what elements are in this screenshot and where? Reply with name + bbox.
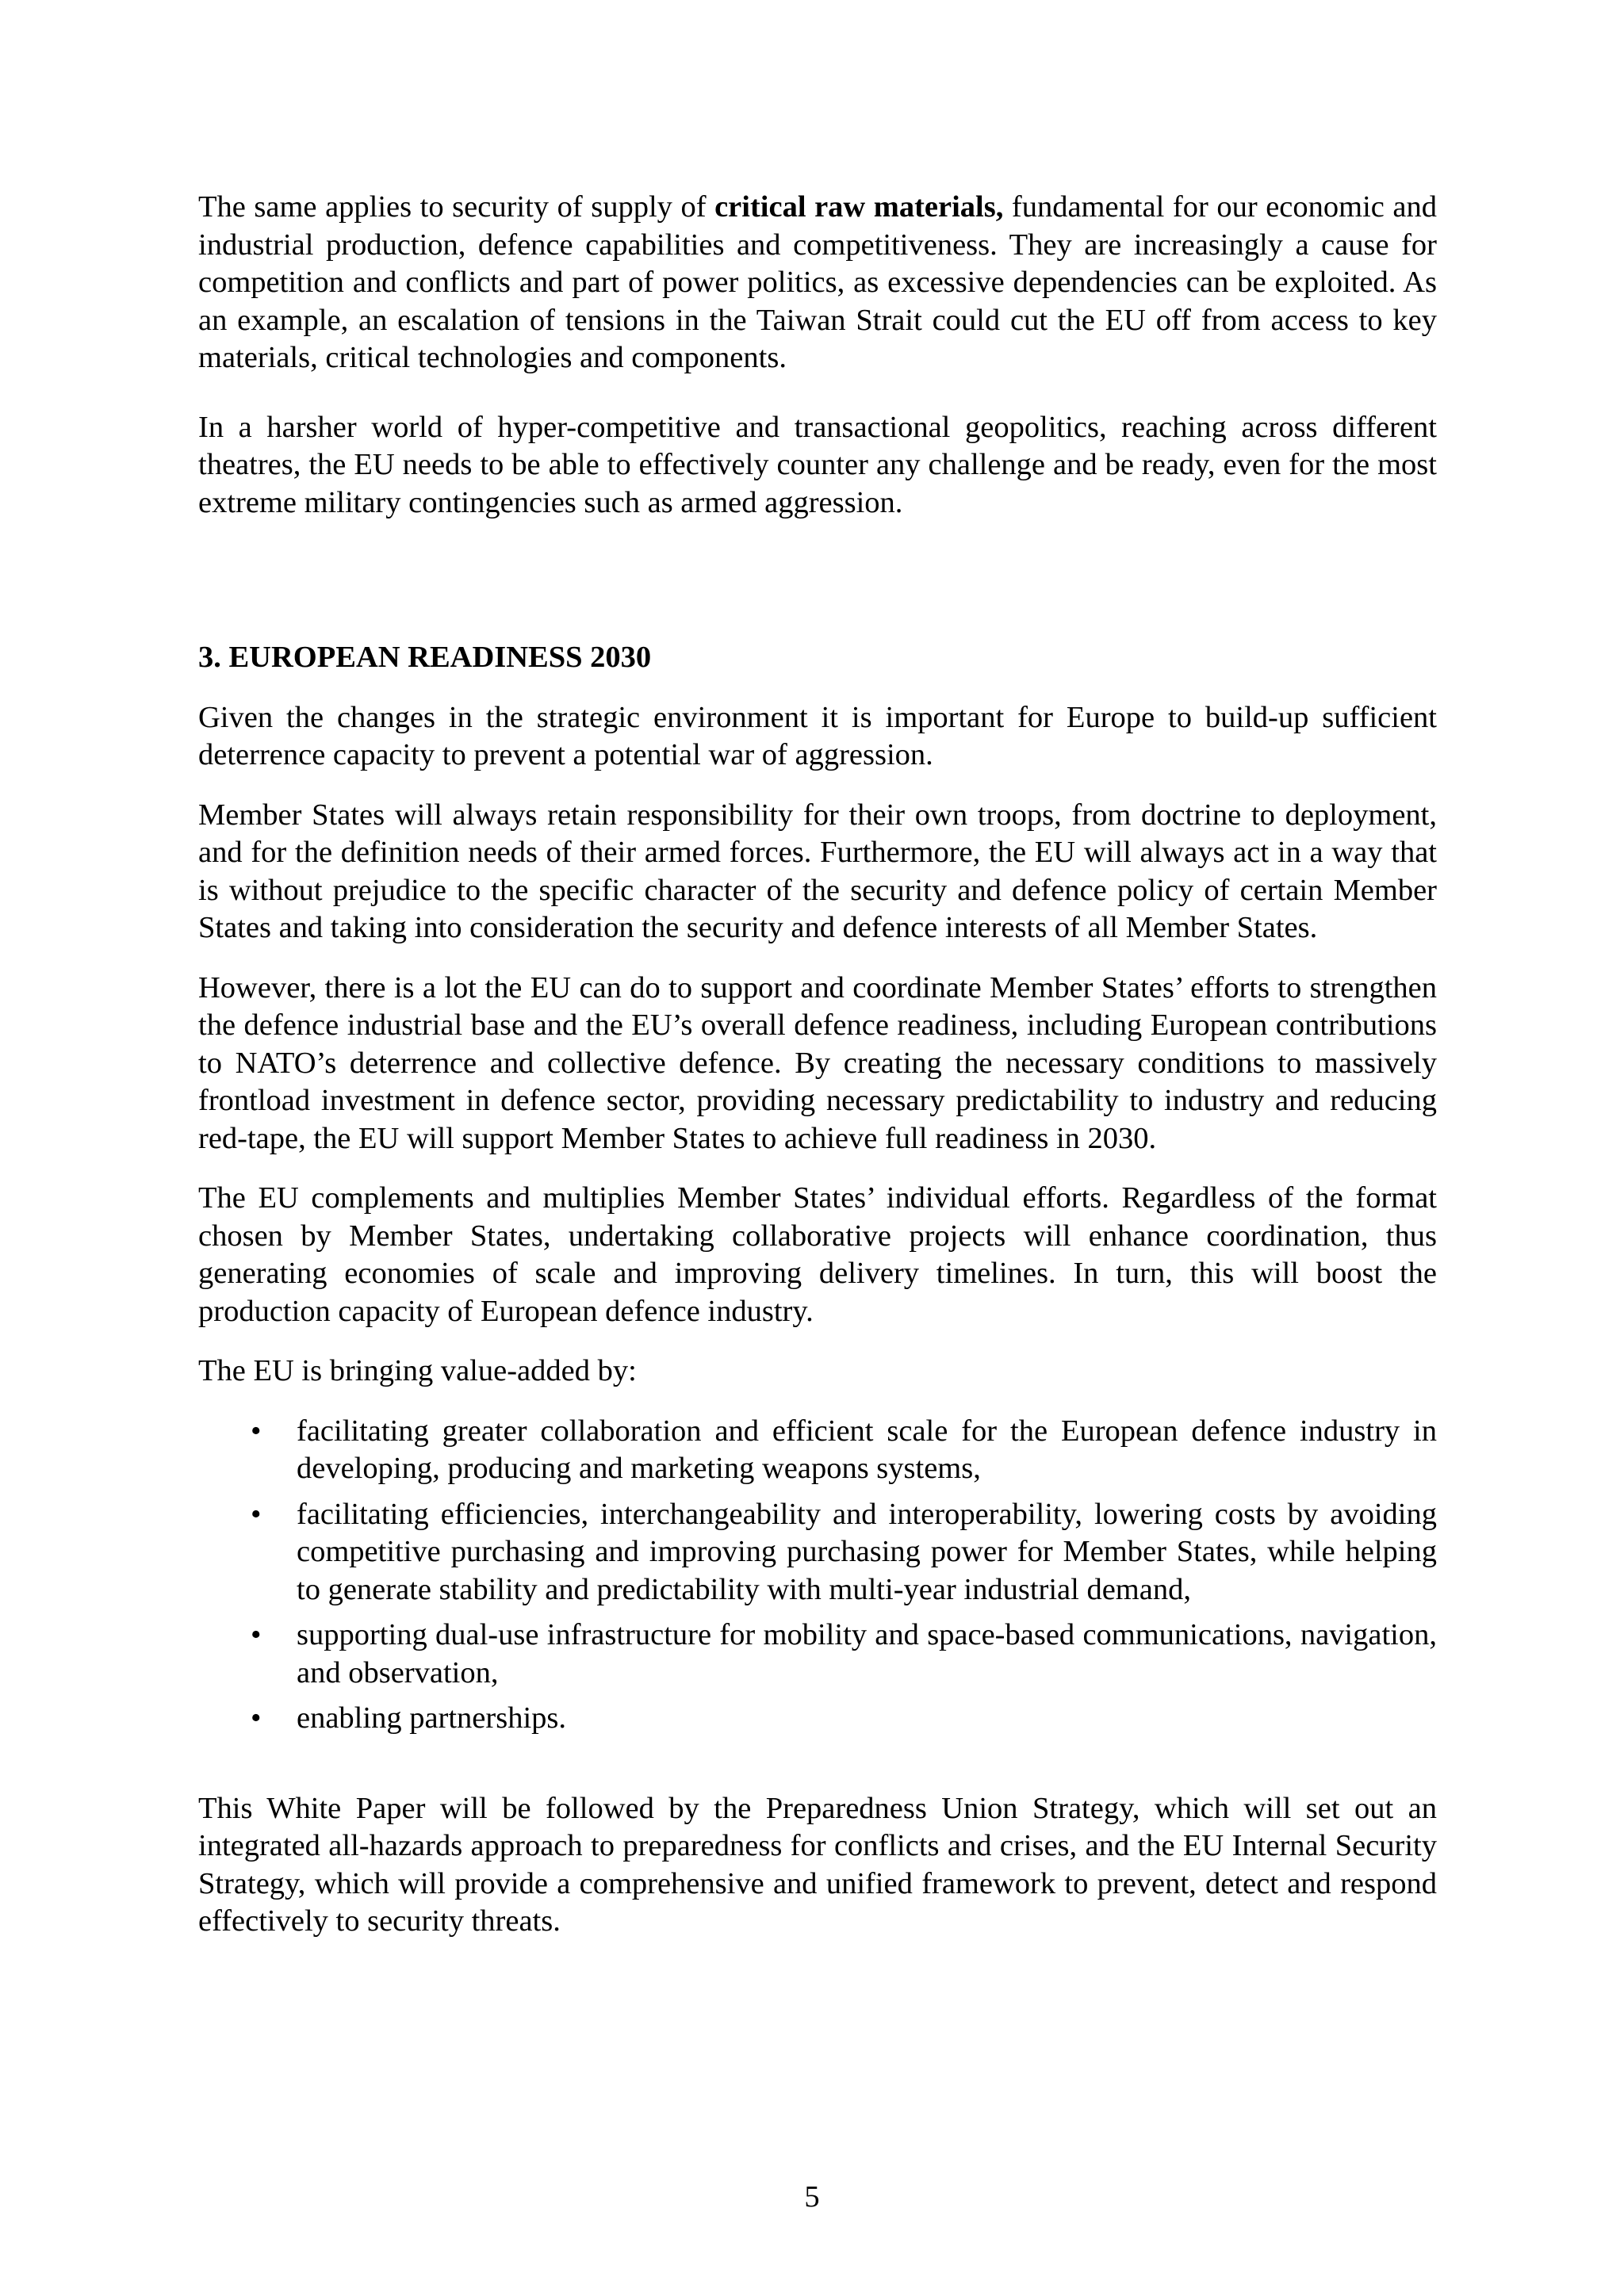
paragraph-harsher-world: In a harsher world of hyper-competitive and transactional geopolitics, reaching across different theatres, the EU needs to be able to effectively counter any challenge and be ready, even for the most extreme military contingencies such as armed aggression.: [198, 410, 1437, 519]
paragraph-eu-complements: The EU complements and multiplies Member States’ individual efforts. Regardless of the format chosen by Member States, undertaking collaborative projects will enhance coordination, thus generating economies of scale and improving delivery timelines. In turn, this will boost the production capacity of European defence industry.: [198, 1181, 1437, 1328]
paragraph-white-paper-followup: This White Paper will be followed by the Preparedness Union Strategy, which will set out an integrated all-hazards approach to preparedness for conflicts and crises, and the EU Internal Security Strategy, which will provide a comprehensive and unified framework to prevent, detect and respond effectively to security threats.: [198, 1791, 1437, 1938]
section-heading: 3. EUROPEAN READINESS 2030: [198, 641, 652, 674]
list-item: [198, 1617, 1437, 1692]
paragraph-strategic-environment: Given the changes in the strategic environment it is important for Europe to build-up sufficient deterrence capacity to prevent a potential war of aggression.: [198, 700, 1437, 771]
bold-term-critical-raw-materials: critical raw materials,: [714, 190, 1004, 224]
paragraph-member-states-responsibility: Member States will always retain responsibility for their own troops, from doctrine to deployment, and for the definition needs of their armed forces. Furthermore, the EU will always act in a way that is without prejudice to the specific character of the security and defence policy of certain Member States and taking into consideration the security and defence interests of all Member States.: [198, 798, 1437, 944]
list-item: [198, 1413, 1437, 1488]
bullet-icon: •: [251, 1497, 262, 1531]
list-item-text: enabling partnerships.: [297, 1701, 566, 1735]
list-item-text: facilitating efficiencies, interchangeability and interoperability, lowering costs by avoiding competitive purchasing and improving purchasing power for Member States, while helping to generate stability and predictability with multi-year industrial demand,: [297, 1497, 1437, 1606]
paragraph-value-added-intro: The EU is bringing value-added by:: [198, 1354, 637, 1387]
value-added-list: [198, 1413, 1437, 1738]
list-item: [198, 1496, 1437, 1609]
list-item: [198, 1700, 1437, 1738]
page-number: 5: [804, 2180, 820, 2214]
paragraph-text: fundamental for our economic and industrial production, defence capabilities and competitiveness. They are increasingly a cause for competition and conflicts and part of power politics, as excessive dependencies can be exploited. As an example, an escalation of tensions in the Taiwan Strait could cut the EU off from access to key materials, critical technologies and components.: [198, 190, 1437, 374]
paragraph-critical-raw-materials: [198, 189, 1437, 377]
paragraph-text: The same applies to security of supply of: [198, 190, 715, 224]
paragraph-eu-support: However, there is a lot the EU can do to support and coordinate Member States’ efforts to strengthen the defence industrial base and the EU’s overall defence readiness, including European contributions to NATO’s deterrence and collective defence. By creating the necessary conditions to massively frontload investment in defence sector, providing necessary predictability to industry and reducing red-tape, the EU will support Member States to achieve full readiness in 2030.: [198, 970, 1437, 1155]
bullet-icon: •: [251, 1414, 262, 1448]
bullet-icon: •: [251, 1701, 262, 1735]
bullet-icon: •: [251, 1618, 262, 1651]
document-page: [198, 189, 1437, 1963]
list-item-text: facilitating greater collaboration and efficient scale for the European defence industry in developing, producing and marketing weapons systems,: [297, 1414, 1437, 1485]
list-item-text: supporting dual-use infrastructure for mobility and space-based communications, navigation, and observation,: [297, 1618, 1437, 1689]
